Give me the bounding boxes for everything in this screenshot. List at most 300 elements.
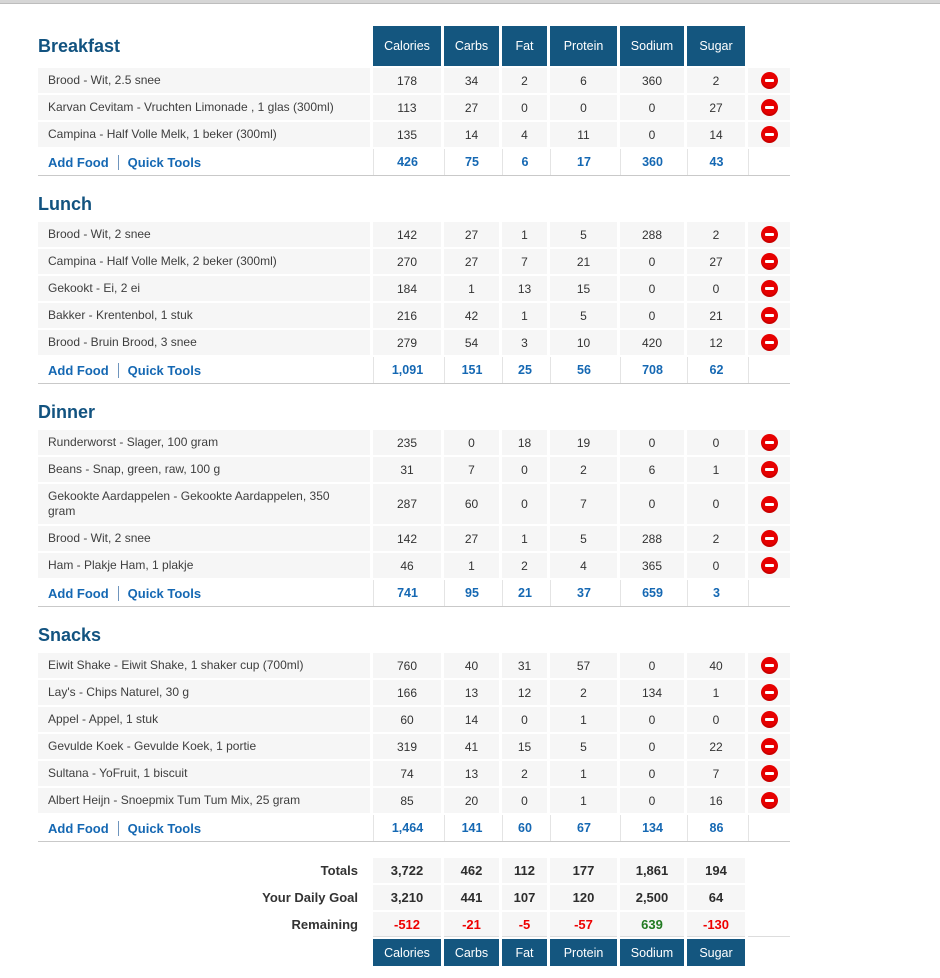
food-value-carbs: 27	[444, 249, 499, 274]
meal-header-row	[38, 619, 790, 651]
food-description[interactable]: Runderworst - Slager, 100 gram	[38, 430, 370, 455]
food-value-carbs: 20	[444, 788, 499, 813]
food-value-sodium: 288	[620, 222, 684, 247]
delete-cell	[748, 222, 790, 247]
meal-total-fat: 6	[502, 149, 547, 175]
food-value-calories: 166	[373, 680, 441, 705]
food-value-calories: 184	[373, 276, 441, 301]
meal-links	[38, 815, 370, 841]
meal-actions-spacer	[748, 149, 790, 175]
footer-column-header-calories: Calories	[373, 939, 441, 966]
food-value-sodium: 0	[620, 249, 684, 274]
delete-cell	[748, 734, 790, 759]
food-value-sodium: 0	[620, 761, 684, 786]
food-description[interactable]: Gevulde Koek - Gevulde Koek, 1 portie	[38, 734, 370, 759]
meal-title: Snacks	[38, 624, 102, 645]
delete-icon[interactable]	[761, 657, 778, 674]
food-value-protein: 7	[550, 484, 617, 524]
add-food-link[interactable]: Add Food	[48, 585, 109, 601]
remaining-row-sodium: 639	[620, 912, 684, 937]
remaining-row-label: Remaining	[291, 917, 358, 932]
food-row	[38, 95, 790, 120]
meal-total-sugar: 86	[687, 815, 745, 841]
food-value-carbs: 14	[444, 122, 499, 147]
daily-goal-row-sugar: 64	[687, 885, 745, 910]
food-value-carbs: 1	[444, 553, 499, 578]
food-value-protein: 57	[550, 653, 617, 678]
food-value-sugar: 1	[687, 457, 745, 482]
food-row	[38, 734, 790, 759]
delete-cell	[748, 707, 790, 732]
meal-title: Breakfast	[38, 35, 121, 56]
food-value-sugar: 22	[687, 734, 745, 759]
meal-title: Lunch	[38, 193, 92, 214]
food-value-protein: 10	[550, 330, 617, 355]
food-value-protein: 2	[550, 457, 617, 482]
food-description[interactable]: Brood - Wit, 2 snee	[38, 526, 370, 551]
food-value-fat: 18	[502, 430, 547, 455]
quick-tools-link[interactable]: Quick Tools	[127, 585, 202, 601]
food-value-sugar: 0	[687, 707, 745, 732]
footer-column-header-sodium: Sodium	[620, 939, 684, 966]
delete-icon[interactable]	[761, 280, 778, 297]
food-value-fat: 4	[502, 122, 547, 147]
meal-actions-row	[38, 580, 790, 607]
food-value-sodium: 360	[620, 68, 684, 93]
food-value-protein: 0	[550, 95, 617, 120]
meal-total-calories: 426	[373, 149, 441, 175]
column-header-carbs: Carbs	[444, 26, 499, 66]
food-value-protein: 6	[550, 68, 617, 93]
food-row	[38, 249, 790, 274]
meal-actions-spacer	[748, 580, 790, 606]
food-description[interactable]: Albert Heijn - Snoepmix Tum Tum Mix, 25 gram	[38, 788, 370, 813]
link-separator	[118, 586, 119, 601]
food-value-calories: 216	[373, 303, 441, 328]
delete-icon[interactable]	[761, 461, 778, 478]
meal-total-fat: 25	[502, 357, 547, 383]
add-food-link[interactable]: Add Food	[48, 154, 109, 170]
food-value-sodium: 0	[620, 95, 684, 120]
food-description[interactable]: Bakker - Krentenbol, 1 stuk	[38, 303, 370, 328]
food-value-sugar: 2	[687, 68, 745, 93]
meal-actions-spacer	[748, 815, 790, 841]
delete-icon[interactable]	[761, 738, 778, 755]
meal-title-cell	[38, 26, 370, 66]
meal-total-sodium: 360	[620, 149, 684, 175]
food-value-sodium: 6	[620, 457, 684, 482]
food-description[interactable]: Ham - Plakje Ham, 1 plakje	[38, 553, 370, 578]
daily-goal-row-calories: 3,210	[373, 885, 441, 910]
food-value-carbs: 7	[444, 457, 499, 482]
food-value-sodium: 0	[620, 430, 684, 455]
food-value-calories: 279	[373, 330, 441, 355]
meal-total-carbs: 75	[444, 149, 499, 175]
footer-column-header-sugar: Sugar	[687, 939, 745, 966]
link-separator	[118, 155, 119, 170]
food-value-calories: 142	[373, 526, 441, 551]
meal-actions-spacer	[748, 357, 790, 383]
food-row	[38, 526, 790, 551]
meal-title-cell	[38, 396, 370, 428]
delete-icon[interactable]	[761, 496, 778, 513]
food-value-fat: 2	[502, 68, 547, 93]
meal-actions-row	[38, 815, 790, 842]
food-value-protein: 5	[550, 734, 617, 759]
column-header-protein: Protein	[550, 26, 617, 66]
meal-header-row	[38, 188, 790, 220]
footer-column-header-carbs: Carbs	[444, 939, 499, 966]
food-row	[38, 680, 790, 705]
footer-spacer-right	[748, 939, 790, 966]
food-value-fat: 1	[502, 303, 547, 328]
food-value-carbs: 13	[444, 680, 499, 705]
meal-total-protein: 67	[550, 815, 617, 841]
food-value-carbs: 60	[444, 484, 499, 524]
totals-row-sodium: 1,861	[620, 858, 684, 883]
delete-cell	[748, 303, 790, 328]
column-header-fat: Fat	[502, 26, 547, 66]
food-value-protein: 1	[550, 761, 617, 786]
meal-title-cell	[38, 188, 370, 220]
food-value-fat: 2	[502, 761, 547, 786]
delete-icon[interactable]	[761, 434, 778, 451]
meal-links	[38, 357, 370, 383]
column-header-sodium: Sodium	[620, 26, 684, 66]
quick-tools-link[interactable]: Quick Tools	[127, 820, 202, 836]
food-value-sugar: 14	[687, 122, 745, 147]
food-row	[38, 276, 790, 301]
meal-total-sugar: 43	[687, 149, 745, 175]
totals-row-calories: 3,722	[373, 858, 441, 883]
food-description[interactable]: Sultana - YoFruit, 1 biscuit	[38, 761, 370, 786]
food-value-sodium: 0	[620, 122, 684, 147]
meal-header-row	[38, 26, 790, 66]
food-row	[38, 122, 790, 147]
summary-spacer	[748, 912, 790, 937]
food-value-sugar: 0	[687, 553, 745, 578]
delete-icon[interactable]	[761, 765, 778, 782]
delete-cell	[748, 761, 790, 786]
totals-row-fat: 112	[502, 858, 547, 883]
remaining-row-sugar: -130	[687, 912, 745, 937]
summary-section	[38, 858, 790, 966]
food-value-fat: 3	[502, 330, 547, 355]
meal-total-calories: 1,091	[373, 357, 441, 383]
food-row	[38, 653, 790, 678]
delete-cell	[748, 457, 790, 482]
food-value-sugar: 0	[687, 276, 745, 301]
daily-goal-row-sodium: 2,500	[620, 885, 684, 910]
daily-goal-row	[38, 885, 790, 910]
meal-total-calories: 1,464	[373, 815, 441, 841]
food-value-protein: 2	[550, 680, 617, 705]
daily-goal-row-fat: 107	[502, 885, 547, 910]
food-value-sodium: 365	[620, 553, 684, 578]
food-value-protein: 5	[550, 222, 617, 247]
meal-section-snacks	[38, 619, 790, 842]
food-description[interactable]: Beans - Snap, green, raw, 100 g	[38, 457, 370, 482]
delete-cell	[748, 68, 790, 93]
food-value-protein: 5	[550, 303, 617, 328]
food-value-sodium: 288	[620, 526, 684, 551]
food-value-protein: 4	[550, 553, 617, 578]
food-value-calories: 319	[373, 734, 441, 759]
food-description[interactable]: Eiwit Shake - Eiwit Shake, 1 shaker cup (700ml)	[38, 653, 370, 678]
delete-cell	[748, 653, 790, 678]
meal-total-carbs: 95	[444, 580, 499, 606]
totals-row-label: Totals	[320, 863, 358, 878]
food-value-calories: 46	[373, 553, 441, 578]
delete-icon[interactable]	[761, 334, 778, 351]
food-row	[38, 788, 790, 813]
column-header-sugar: Sugar	[687, 26, 745, 66]
totals-row	[38, 858, 790, 883]
food-value-calories: 235	[373, 430, 441, 455]
summary-spacer	[748, 858, 790, 883]
delete-icon[interactable]	[761, 72, 778, 89]
food-value-calories: 135	[373, 122, 441, 147]
food-description[interactable]: Brood - Bruin Brood, 3 snee	[38, 330, 370, 355]
meal-total-protein: 56	[550, 357, 617, 383]
meal-links	[38, 149, 370, 175]
food-value-sodium: 0	[620, 707, 684, 732]
food-value-protein: 11	[550, 122, 617, 147]
remaining-row-carbs: -21	[444, 912, 499, 937]
delete-icon[interactable]	[761, 307, 778, 324]
food-value-fat: 13	[502, 276, 547, 301]
food-value-calories: 270	[373, 249, 441, 274]
food-value-fat: 0	[502, 707, 547, 732]
totals-row-carbs: 462	[444, 858, 499, 883]
food-value-carbs: 41	[444, 734, 499, 759]
delete-cell	[748, 276, 790, 301]
quick-tools-link[interactable]: Quick Tools	[127, 362, 202, 378]
daily-goal-row-protein: 120	[550, 885, 617, 910]
totals-row-sugar: 194	[687, 858, 745, 883]
meal-total-sugar: 3	[687, 580, 745, 606]
delete-icon[interactable]	[761, 792, 778, 809]
food-value-carbs: 54	[444, 330, 499, 355]
food-value-sugar: 2	[687, 526, 745, 551]
food-row	[38, 330, 790, 355]
meal-links	[38, 580, 370, 606]
delete-cell	[748, 122, 790, 147]
food-value-carbs: 27	[444, 526, 499, 551]
meal-actions-row	[38, 357, 790, 384]
delete-cell	[748, 553, 790, 578]
food-value-sugar: 21	[687, 303, 745, 328]
food-value-sodium: 0	[620, 734, 684, 759]
food-value-protein: 15	[550, 276, 617, 301]
food-value-fat: 15	[502, 734, 547, 759]
food-value-fat: 2	[502, 553, 547, 578]
delete-icon[interactable]	[761, 557, 778, 574]
food-row	[38, 68, 790, 93]
food-value-carbs: 40	[444, 653, 499, 678]
food-value-sugar: 12	[687, 330, 745, 355]
link-separator	[118, 363, 119, 378]
quick-tools-link[interactable]: Quick Tools	[127, 154, 202, 170]
food-value-carbs: 0	[444, 430, 499, 455]
link-separator	[118, 821, 119, 836]
add-food-link[interactable]: Add Food	[48, 820, 109, 836]
food-value-sodium: 0	[620, 276, 684, 301]
delete-cell	[748, 430, 790, 455]
food-value-calories: 760	[373, 653, 441, 678]
food-value-fat: 1	[502, 526, 547, 551]
totals-row-protein: 177	[550, 858, 617, 883]
food-value-sugar: 0	[687, 484, 745, 524]
food-value-protein: 21	[550, 249, 617, 274]
food-value-sugar: 27	[687, 249, 745, 274]
food-description[interactable]: Brood - Wit, 2.5 snee	[38, 68, 370, 93]
food-value-fat: 0	[502, 95, 547, 120]
delete-cell	[748, 680, 790, 705]
food-value-sugar: 2	[687, 222, 745, 247]
food-description[interactable]: Gekookt - Ei, 2 ei	[38, 276, 370, 301]
food-value-sugar: 0	[687, 430, 745, 455]
food-row	[38, 761, 790, 786]
food-value-carbs: 27	[444, 222, 499, 247]
food-value-calories: 113	[373, 95, 441, 120]
delete-icon[interactable]	[761, 530, 778, 547]
food-value-fat: 7	[502, 249, 547, 274]
daily-goal-row-carbs: 441	[444, 885, 499, 910]
food-row	[38, 222, 790, 247]
food-row	[38, 484, 790, 524]
delete-icon[interactable]	[761, 253, 778, 270]
food-value-calories: 142	[373, 222, 441, 247]
food-row	[38, 457, 790, 482]
food-value-sugar: 1	[687, 680, 745, 705]
food-value-carbs: 14	[444, 707, 499, 732]
meal-total-fat: 21	[502, 580, 547, 606]
delete-icon[interactable]	[761, 99, 778, 116]
food-value-sodium: 0	[620, 303, 684, 328]
meal-total-protein: 17	[550, 149, 617, 175]
delete-cell	[748, 484, 790, 524]
meal-total-calories: 741	[373, 580, 441, 606]
food-value-fat: 1	[502, 222, 547, 247]
food-value-protein: 1	[550, 788, 617, 813]
remaining-row-fat: -5	[502, 912, 547, 937]
food-value-sugar: 40	[687, 653, 745, 678]
remaining-row-protein: -57	[550, 912, 617, 937]
food-value-sodium: 134	[620, 680, 684, 705]
food-value-sugar: 27	[687, 95, 745, 120]
delete-cell	[748, 330, 790, 355]
delete-icon[interactable]	[761, 226, 778, 243]
food-value-protein: 1	[550, 707, 617, 732]
delete-cell	[748, 249, 790, 274]
food-value-calories: 178	[373, 68, 441, 93]
food-row	[38, 430, 790, 455]
footer-column-header-protein: Protein	[550, 939, 617, 966]
food-value-carbs: 27	[444, 95, 499, 120]
summary-spacer	[748, 885, 790, 910]
food-description[interactable]: Lay's - Chips Naturel, 30 g	[38, 680, 370, 705]
remaining-row	[38, 912, 790, 937]
food-value-calories: 60	[373, 707, 441, 732]
food-value-sodium: 0	[620, 788, 684, 813]
food-row	[38, 303, 790, 328]
food-value-fat: 12	[502, 680, 547, 705]
meal-total-sugar: 62	[687, 357, 745, 383]
food-value-sodium: 0	[620, 653, 684, 678]
food-value-sugar: 16	[687, 788, 745, 813]
food-diary	[38, 26, 790, 966]
food-value-carbs: 34	[444, 68, 499, 93]
delete-cell	[748, 788, 790, 813]
food-value-calories: 74	[373, 761, 441, 786]
food-value-calories: 85	[373, 788, 441, 813]
footer-spacer-left	[38, 939, 370, 966]
meal-total-sodium: 659	[620, 580, 684, 606]
meal-section-lunch	[38, 188, 790, 384]
food-row	[38, 553, 790, 578]
delete-cell	[748, 95, 790, 120]
meal-title: Dinner	[38, 401, 96, 422]
daily-goal-row-label: Your Daily Goal	[262, 890, 358, 905]
food-description[interactable]: Campina - Half Volle Melk, 1 beker (300ml)	[38, 122, 370, 147]
top-divider	[0, 0, 940, 4]
delete-cell	[748, 526, 790, 551]
food-description[interactable]: Brood - Wit, 2 snee	[38, 222, 370, 247]
food-value-carbs: 42	[444, 303, 499, 328]
header-spacer	[748, 26, 790, 66]
food-value-fat: 0	[502, 484, 547, 524]
food-description[interactable]: Karvan Cevitam - Vruchten Limonade , 1 glas (300ml)	[38, 95, 370, 120]
remaining-row-calories: -512	[373, 912, 441, 937]
column-header-calories: Calories	[373, 26, 441, 66]
food-row	[38, 707, 790, 732]
food-value-fat: 0	[502, 788, 547, 813]
food-description[interactable]: Appel - Appel, 1 stuk	[38, 707, 370, 732]
meal-title-cell	[38, 619, 370, 651]
delete-icon[interactable]	[761, 711, 778, 728]
meal-total-sodium: 134	[620, 815, 684, 841]
meal-section-dinner	[38, 396, 790, 607]
meal-total-fat: 60	[502, 815, 547, 841]
food-description[interactable]: Campina - Half Volle Melk, 2 beker (300ml)	[38, 249, 370, 274]
food-value-protein: 5	[550, 526, 617, 551]
meal-actions-row	[38, 149, 790, 176]
food-description[interactable]: Gekookte Aardappelen - Gekookte Aardappelen, 350 gram	[38, 484, 370, 524]
meal-total-protein: 37	[550, 580, 617, 606]
meal-header-row	[38, 396, 790, 428]
meal-total-sodium: 708	[620, 357, 684, 383]
add-food-link[interactable]: Add Food	[48, 362, 109, 378]
food-value-calories: 31	[373, 457, 441, 482]
footer-column-header-fat: Fat	[502, 939, 547, 966]
food-value-fat: 31	[502, 653, 547, 678]
meal-section-breakfast	[38, 26, 790, 176]
food-value-calories: 287	[373, 484, 441, 524]
meal-total-carbs: 141	[444, 815, 499, 841]
delete-icon[interactable]	[761, 684, 778, 701]
food-value-carbs: 13	[444, 761, 499, 786]
diary-sections	[38, 26, 790, 842]
food-value-sodium: 420	[620, 330, 684, 355]
food-value-sodium: 0	[620, 484, 684, 524]
meal-total-carbs: 151	[444, 357, 499, 383]
food-value-fat: 0	[502, 457, 547, 482]
food-value-carbs: 1	[444, 276, 499, 301]
delete-icon[interactable]	[761, 126, 778, 143]
food-value-protein: 19	[550, 430, 617, 455]
food-value-sugar: 7	[687, 761, 745, 786]
